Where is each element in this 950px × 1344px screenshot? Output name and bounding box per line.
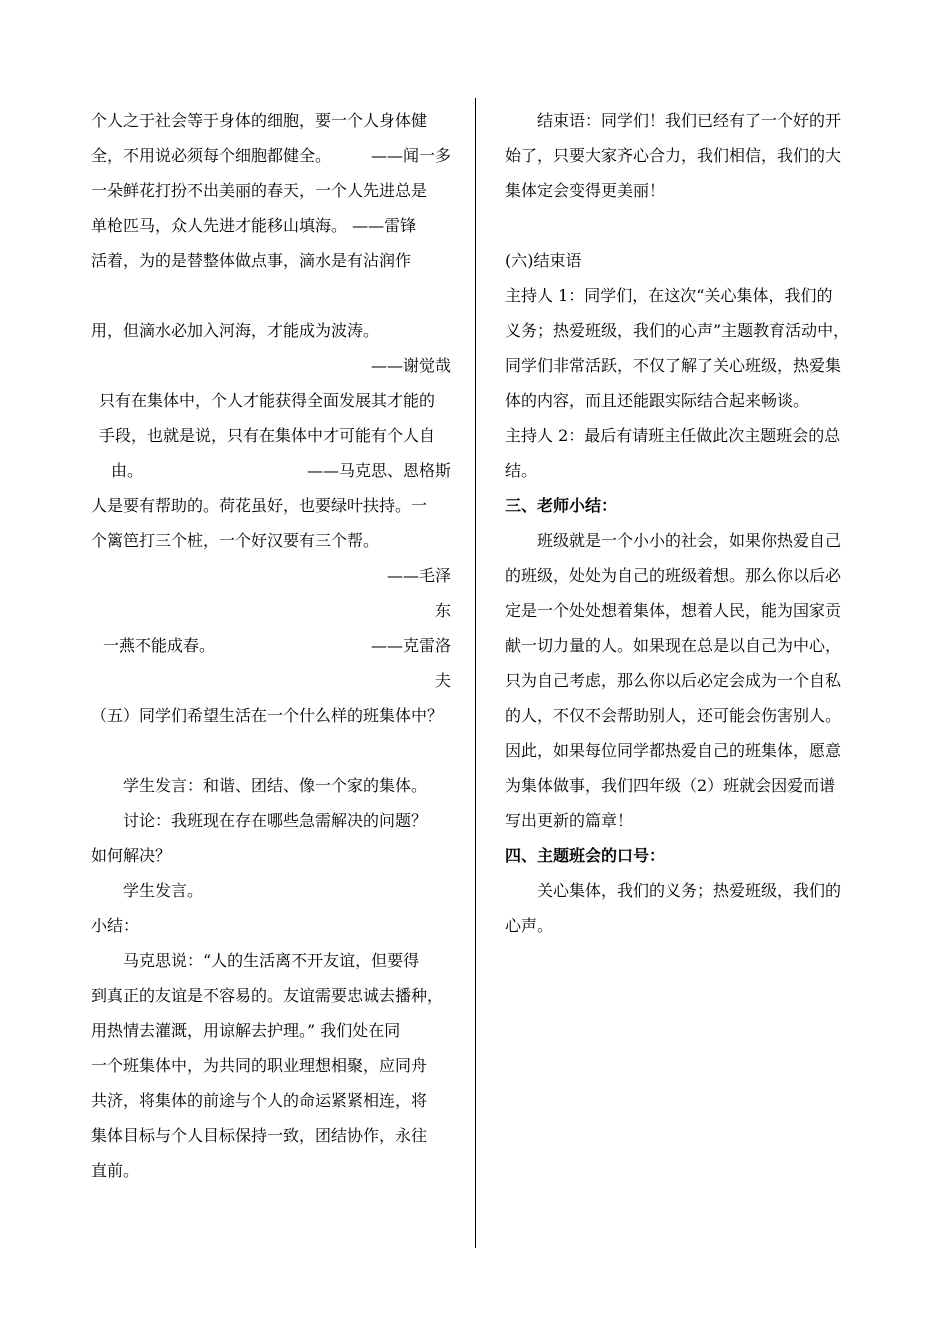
quote-line: 一燕不能成春。 ——克雷洛 — [103, 636, 451, 655]
section-six-title: (六)结束语 — [505, 251, 582, 270]
quote-line: 一朵鲜花打扮不出美丽的春天，一个人先进总是 — [91, 181, 428, 200]
quote-author: ——毛泽 — [386, 566, 451, 585]
teacher-line: 班级就是一个小小的社会，如果你热爱自己 — [537, 531, 842, 550]
slogan-line: 心声。 — [505, 916, 554, 935]
closing-line: 结束语：同学们！我们已经有了一个好的开 — [537, 111, 842, 130]
summary-line: 马克思说：“人的生活离不开友谊，但要得 — [123, 951, 420, 970]
closing-line: 始了，只要大家齐心合力，我们相信，我们的大 — [505, 146, 842, 165]
teacher-line: 为集体做事，我们四年级（2）班就会因爱而谱 — [505, 776, 836, 795]
host-line: 主持人 1：同学们，在这次“关心集体，我们的 — [505, 286, 833, 305]
section-three-title: 三、老师小结： — [505, 496, 618, 515]
quote-line: 活着，为的是替整体做点事，滴水是有沾润作 — [91, 251, 412, 270]
summary-line: 直前。 — [91, 1161, 140, 1180]
host-line: 主持人 2：最后有请班主任做此次主题班会的总 — [505, 426, 841, 445]
summary-label: 小结： — [91, 916, 140, 935]
quote-line: 用，但滴水必加入河海，才能成为波涛。 — [91, 321, 380, 340]
teacher-line: 因此，如果每位同学都热爱自己的班集体，愿意 — [505, 741, 842, 760]
summary-line: 用热情去灌溉，用谅解去护理。” 我们处在同 — [91, 1021, 401, 1040]
discussion-line: 讨论：我班现在存在哪些急需解决的问题？ — [123, 811, 428, 830]
closing-line: 集体定会变得更美丽！ — [505, 181, 666, 200]
student-speech: 学生发言。 — [123, 881, 204, 900]
left-column — [91, 103, 451, 1188]
student-speech: 学生发言：和谐、团结、像一个家的集体。 — [123, 776, 428, 795]
discussion-line: 如何解决？ — [91, 846, 172, 865]
quote-line: 手段，也就是说，只有在集体中才可能有个人自 — [99, 426, 436, 445]
quote-line: 只有在集体中，个人才能获得全面发展其才能的 — [99, 391, 436, 410]
summary-line: 一个班集体中，为共同的职业理想相聚，应同舟 — [91, 1056, 428, 1075]
teacher-line: 的班级，处处为自己的班级着想。那么你以后必 — [505, 566, 842, 585]
host-line: 义务；热爱班级，我们的心声”主题教育活动中， — [505, 321, 850, 340]
teacher-line: 献一切力量的人。如果现在总是以自己为中心， — [505, 636, 842, 655]
quote-line: 全，不用说必须每个细胞都健全。 ——闻一多 — [91, 146, 451, 165]
right-column — [505, 103, 867, 943]
teacher-line: 写出更新的篇章！ — [505, 811, 634, 830]
summary-line: 集体目标与个人目标保持一致，团结协作，永往 — [91, 1126, 428, 1145]
quote-author: ——谢觉哉 — [370, 356, 451, 375]
host-line: 体的内容，而且还能跟实际结合起来畅谈。 — [505, 391, 810, 410]
section-four-title: 四、主题班会的口号： — [505, 846, 666, 865]
quote-author: 夫 — [434, 671, 451, 690]
section-five-title: （五）同学们希望生活在一个什么样的班集体中？ — [91, 706, 444, 725]
teacher-line: 只为自己考虑，那么你以后必定会成为一个自私 — [505, 671, 842, 690]
teacher-line: 定是一个处处想着集体，想着人民，能为国家贡 — [505, 601, 842, 620]
host-line: 结。 — [505, 461, 538, 480]
summary-line: 到真正的友谊是不容易的。友谊需要忠诚去播种， — [91, 986, 444, 1005]
quote-line: 由。 ——马克思、恩格斯 — [111, 461, 451, 480]
slogan-line: 关心集体，我们的义务；热爱班级，我们的 — [537, 881, 842, 900]
quote-line: 个人之于社会等于身体的细胞，要一个人身体健 — [91, 111, 428, 130]
teacher-line: 的人，不仅不会帮助别人，还可能会伤害别人。 — [505, 706, 842, 725]
quote-line: 个篱笆打三个桩，一个好汉要有三个帮。 — [91, 531, 380, 550]
column-divider — [475, 98, 476, 1248]
quote-line: 人是要有帮助的。荷花虽好，也要绿叶扶持。一 — [91, 496, 428, 515]
summary-line: 共济，将集体的前途与个人的命运紧紧相连，将 — [91, 1091, 428, 1110]
quote-line: 单枪匹马，众人先进才能移山填海。 ——雷锋 — [91, 216, 417, 235]
quote-author: 东 — [434, 601, 451, 620]
host-line: 同学们非常活跃，不仅了解了关心班级，热爱集 — [505, 356, 842, 375]
